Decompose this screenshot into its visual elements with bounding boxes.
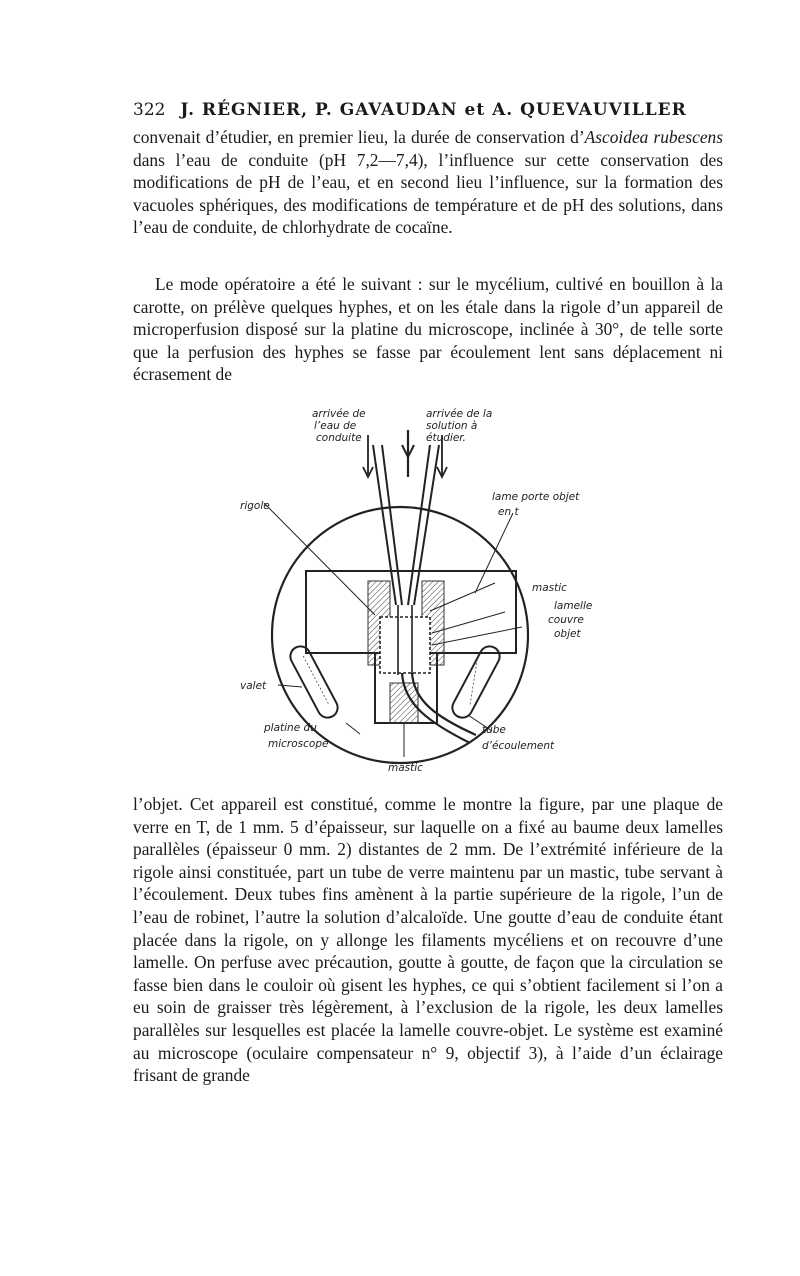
apparatus-figure bbox=[230, 405, 610, 785]
label-lamelle: lamelle couvre objet bbox=[548, 600, 593, 640]
paragraph-1 bbox=[133, 126, 723, 239]
page-number: 322 bbox=[133, 100, 166, 120]
apparatus-drawing bbox=[230, 405, 610, 785]
stage-clip-right bbox=[449, 643, 503, 721]
paragraph-1-start: convenait d’étudier, en premier lieu, la durée de conservation d’ bbox=[133, 127, 585, 147]
label-lame: lame porte objet en t bbox=[492, 491, 580, 518]
species-name: Ascoidea rubescens bbox=[584, 127, 724, 147]
cover-slip bbox=[380, 617, 430, 673]
header-authors: J. RÉGNIER, P. GAVAUDAN et A. QUEVAUVILLER bbox=[180, 100, 687, 120]
label-arrivee-eau: arrivée de l’eau de conduite bbox=[312, 408, 366, 444]
paragraph-3: l’objet. Cet appareil est constitué, comme le montre la figure, par une plaque de verre en T, de 1 mm. 5 d’épaisseur, sur laquelle on a fixé au baume deux lamelles parallèles (épaisseur 0 mm. 2) distantes de 2 mm. De l’extrémité inférieure de la rigole ainsi constituée, part un tube de verre maintenu par un mastic, tube servant à l’écoulement. Deux tubes fins amènent à la partie supérieure de la rigole, l’un de l’eau de robinet, l’autre la solution d’alcaloïde. Une goutte d’eau de conduite étant placée dans la rigole, on y allonge les filaments mycéliens et on recouvre d’une lamelle. On perfuse avec précaution, goutte à goutte, de façon que la circulation se fasse bien dans le couloir où gisent les hyphes, ce qui s’obtient facilement si l’on a eu soin de graisser très légèrement, à l’exclusion de la rigole, les deux lamelles parallèles sur lesquelles est placée la lamelle couvre-objet. Le système est examiné au microscope (oculaire compensateur n° 9, objectif 3), à l’aide d’un éclairage frisant de grande bbox=[133, 794, 723, 1086]
paragraph-1-rest: dans l’eau de conduite (pH 7,2—7,4), l’influence sur cette conservation des modifications de pH de l’eau, et en second lieu l’influence, sur la formation des vacuoles sphériques, des modifications de température et de pH des solutions, dans l’eau de conduite, de chlorhydrate de cocaïne. bbox=[133, 149, 723, 238]
label-mastic-bottom: mastic bbox=[388, 762, 423, 774]
running-header bbox=[133, 100, 713, 120]
label-tube: tube d’écoulement bbox=[482, 724, 555, 752]
label-mastic-top: mastic bbox=[532, 582, 567, 594]
label-rigole: rigole bbox=[240, 500, 270, 512]
label-arrivee-solution: arrivée de la solution à étudier. bbox=[426, 408, 493, 444]
paragraph-2: Le mode opératoire a été le suivant : sur le mycélium, cultivé en bouillon à la carotte, on prélève quelques hyphes, et on les étale dans la rigole d’un appareil de microperfusion disposé sur la platine du microscope, inclinée à 30°, de telle sorte que la perfusion des hyphes se fasse par écoulement lent sans déplacement ni écrasement de bbox=[133, 274, 723, 385]
label-platine: platine du microscope bbox=[264, 722, 329, 750]
label-valet: valet bbox=[240, 680, 267, 692]
